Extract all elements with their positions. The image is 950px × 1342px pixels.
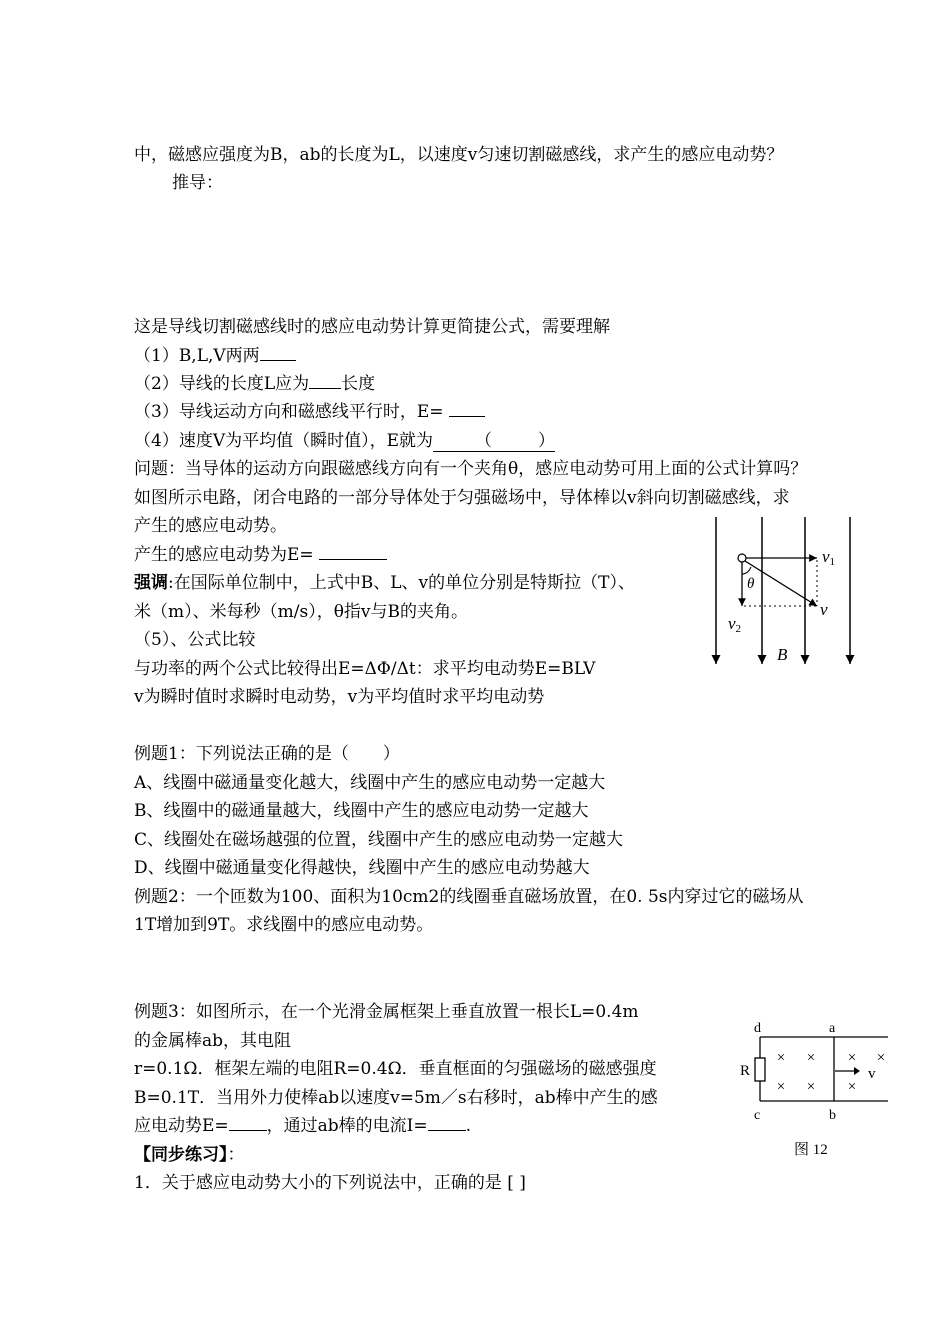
svg-text:×: × <box>847 1079 857 1095</box>
emphasis-label: 强调 <box>134 573 168 593</box>
example3-line-1: 例题3：如图所示，在一个光滑金属框架上垂直放置一根长L=0.4m <box>134 1002 639 1022</box>
theta-label: θ <box>747 576 755 592</box>
blank-4: （ ） <box>433 431 555 452</box>
a-label: a <box>829 1021 836 1036</box>
b-label: b <box>829 1108 836 1123</box>
question-line-1: 问题：当导体的运动方向跟磁感线方向有一个夹角θ，感应电动势可用上面的公式计算吗？ <box>134 459 808 479</box>
compare-line-1: 与功率的两个公式比较得出E=ΔΦ/Δt：求平均电动势E=BLV <box>134 659 596 679</box>
example3-line-2: 的金属棒ab，其电阻 <box>134 1031 292 1051</box>
v1-label: v1 <box>822 547 836 568</box>
svg-text:×: × <box>776 1050 786 1066</box>
rail-circuit-figure <box>738 1018 898 1164</box>
field-lines <box>716 517 850 664</box>
v-label: v <box>868 1066 876 1082</box>
example1-option-a: A、线圈中磁通量变化越大，线圈中产生的感应电动势一定越大 <box>134 773 606 793</box>
emf-answer-line: 产生的感应电动势为E= <box>134 544 387 566</box>
c-label: c <box>754 1108 761 1123</box>
formula-item-2: （2）导线的长度L应为 长度 <box>134 374 376 394</box>
practice-question-1: 1．关于感应电动势大小的下列说法中，正确的是 [ ] <box>134 1173 526 1193</box>
formula-item-1: （1）B,L,V两两 <box>134 345 296 367</box>
figure-caption: 图 12 <box>794 1142 828 1158</box>
v2-label: v2 <box>728 614 742 635</box>
d-label: d <box>754 1021 761 1036</box>
svg-text:×: × <box>776 1079 786 1095</box>
b-label: B <box>777 645 788 664</box>
r-label: R <box>740 1063 751 1079</box>
example2-line-2: 1T增加到9T。求线圈中的感应电动势。 <box>134 915 434 935</box>
conductor-cross-section <box>738 554 746 562</box>
field-cutting-figure <box>700 512 870 677</box>
example3-line-4: B=0.1T．当用外力使棒ab以速度v=5m／s右移时，ab棒中产生的感 <box>134 1088 658 1108</box>
formula-item-3: （3）导线运动方向和磁感线平行时，E= <box>134 401 485 423</box>
example2-line-1: 例题2：一个匝数为100、面积为10cm2的线圈垂直磁场放置，在0. 5s内穿过它的磁场从 <box>134 887 804 907</box>
blank-e <box>229 1115 267 1131</box>
intro-line-1: 中，磁感应强度为B，ab的长度为L，以速度v匀速切割磁感线，求产生的感应电动势？ <box>134 145 784 165</box>
emphasis-line-1: 强调:在国际单位制中，上式中B、L、v的单位分别是特斯拉（T）、 <box>134 573 635 593</box>
v-label: v <box>820 600 828 619</box>
blank-2 <box>309 373 341 389</box>
svg-text:×: × <box>876 1050 886 1066</box>
question-line-2: 如图所示电路，闭合电路的一部分导体处于匀强磁场中，导体棒以v斜向切割磁感线，求 <box>134 488 790 508</box>
example3-line-5: 应电动势E= ，通过ab棒的电流I= . <box>134 1116 472 1136</box>
example1-option-b: B、线圈中的磁通量越大，线圈中产生的感应电动势一定越大 <box>134 801 589 821</box>
resistor-r <box>755 1058 765 1081</box>
svg-text:×: × <box>847 1050 857 1066</box>
formula-intro: 这是导线切割磁感线时的感应电动势计算更简捷公式，需要理解 <box>134 317 610 337</box>
derivation-label: 推导： <box>172 173 223 193</box>
blank-i <box>428 1115 466 1131</box>
question-line-3: 产生的感应电动势。 <box>134 516 287 536</box>
example1-option-d: D、线圈中磁通量变化得越快，线圈中产生的感应电动势越大 <box>134 858 590 878</box>
blank-1 <box>260 345 296 361</box>
emphasis-line-2: 米（m）、米每秒（m/s），θ指v与B的夹角。 <box>134 602 469 622</box>
compare-item-5: （5）、公式比较 <box>134 630 256 650</box>
svg-text:×: × <box>806 1079 816 1095</box>
formula-item-4: （4）速度V为平均值（瞬时值），E就为 （ ） <box>134 431 556 451</box>
blank-3 <box>449 401 485 417</box>
compare-line-2: v为瞬时值时求瞬时电动势，v为平均值时求平均电动势 <box>134 687 545 707</box>
blank-emf <box>319 544 387 560</box>
svg-text:×: × <box>806 1050 816 1066</box>
example3-line-3: r=0.1Ω．框架左端的电阻R=0.4Ω．垂直框面的匀强磁场的磁感强度 <box>134 1059 657 1079</box>
example1-option-c: C、线圈处在磁场越强的位置，线圈中产生的感应电动势一定越大 <box>134 830 624 850</box>
v-arrow <box>745 561 817 606</box>
example1-stem: 例题1：下列说法正确的是（ ） <box>134 744 400 764</box>
practice-heading: 【同步练习】： <box>134 1145 245 1165</box>
